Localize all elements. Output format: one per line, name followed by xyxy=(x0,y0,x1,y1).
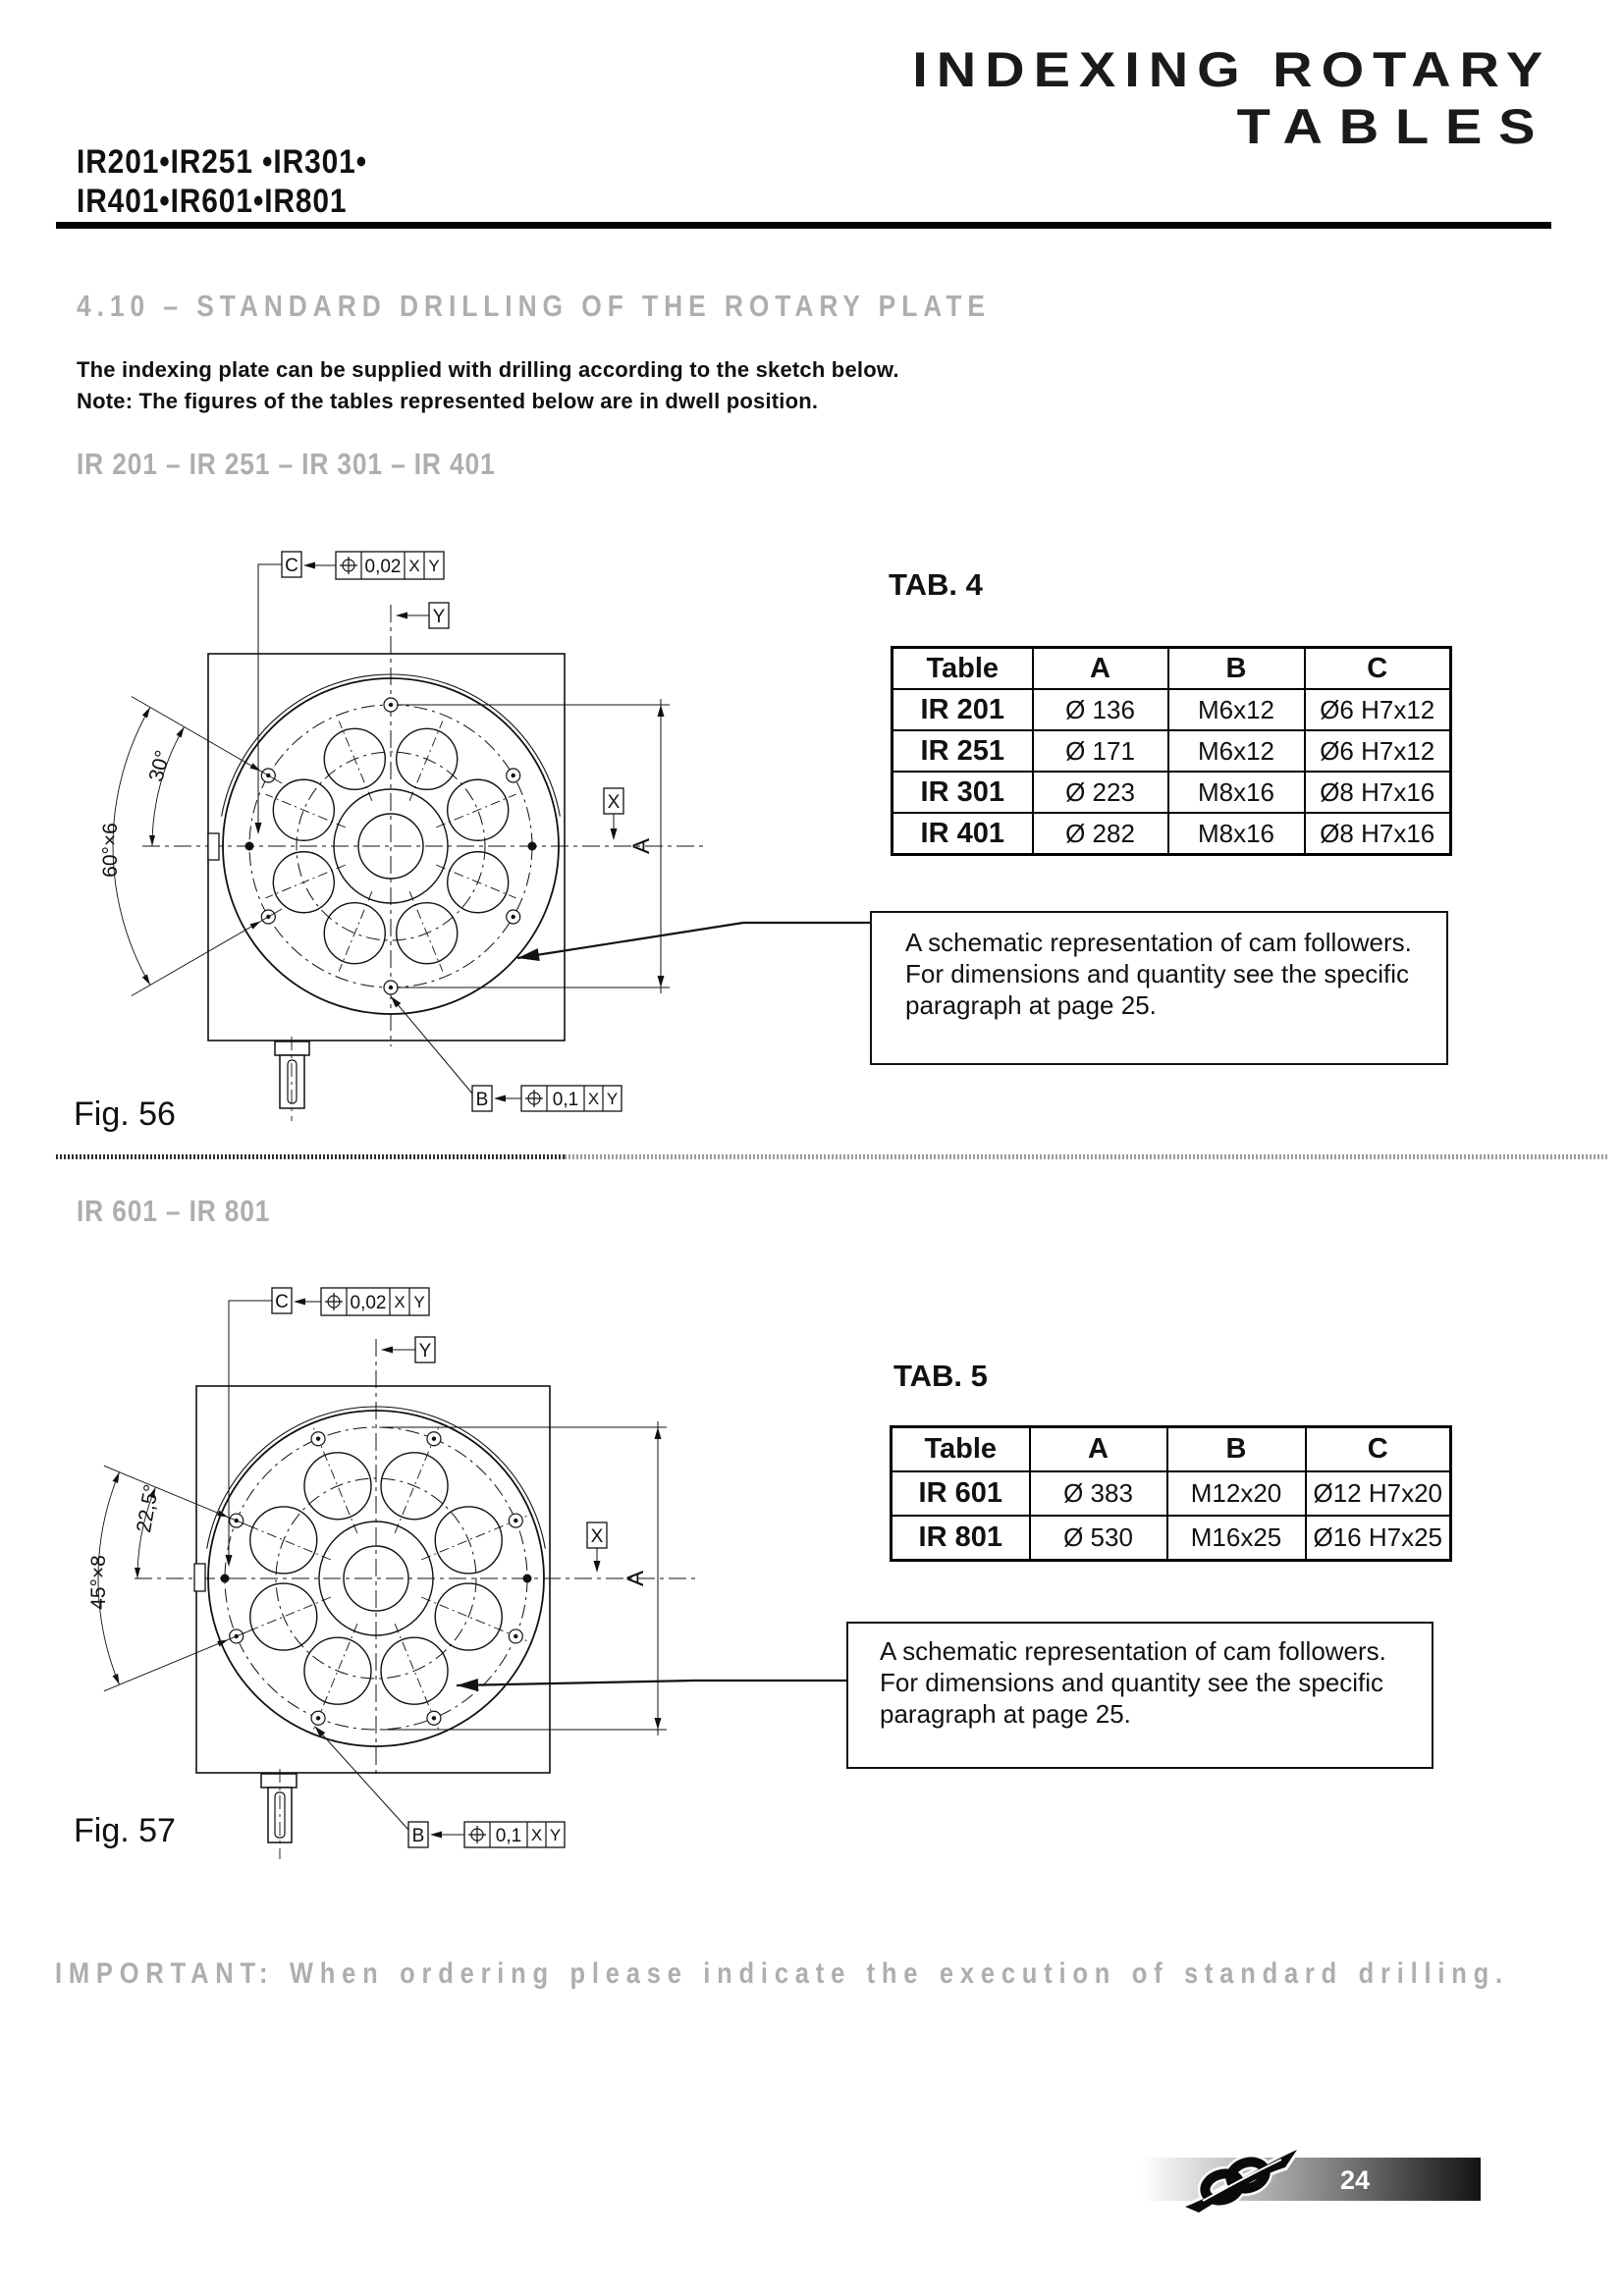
figure57-caption: Fig. 57 xyxy=(74,1812,176,1849)
svg-text:X: X xyxy=(587,1090,600,1108)
svg-text:Y: Y xyxy=(549,1826,562,1844)
svg-text:22,5°: 22,5° xyxy=(132,1482,164,1535)
arrowhead xyxy=(658,705,665,717)
shaft-flange xyxy=(275,1041,309,1055)
svg-text:A: A xyxy=(622,1570,649,1587)
arrowhead xyxy=(249,922,260,930)
body-text-line1: The indexing plate can be supplied with drilling according to the sketch below. xyxy=(77,357,899,382)
brand-logo-knot xyxy=(1183,2146,1301,2222)
table-cell: Ø6 H7x12 xyxy=(1305,730,1451,772)
arrowhead xyxy=(430,1832,442,1839)
table-cell: Ø 171 xyxy=(1033,730,1168,772)
plate-housing-outline xyxy=(196,1386,550,1773)
section-divider-light xyxy=(565,1154,1608,1159)
arrowhead xyxy=(655,1427,662,1439)
arrowhead xyxy=(113,1472,120,1483)
header-models-line1: IR201•IR251 •IR301• xyxy=(77,143,367,181)
table-header-cell: B xyxy=(1167,1427,1306,1472)
svg-text:X: X xyxy=(408,557,420,575)
svg-text:C: C xyxy=(275,1292,289,1312)
table-header-cell: Table xyxy=(893,648,1033,690)
keyway xyxy=(208,833,219,860)
table-cell: Ø8 H7x16 xyxy=(1305,813,1451,855)
svg-text:0,02: 0,02 xyxy=(364,557,402,577)
table-row-header: IR 301 xyxy=(893,772,1033,813)
header-rule xyxy=(56,222,1551,229)
figure56-caption: Fig. 56 xyxy=(74,1095,176,1133)
arrowhead xyxy=(294,1299,305,1306)
svg-text:0,02: 0,02 xyxy=(350,1293,387,1313)
page-title-line1: INDEXING ROTARY xyxy=(912,42,1551,97)
table-cell: Ø6 H7x12 xyxy=(1305,689,1451,730)
arrowhead xyxy=(381,1347,393,1354)
table-cell: Ø16 H7x25 xyxy=(1306,1516,1451,1561)
svg-text:X: X xyxy=(530,1826,543,1844)
arrowhead xyxy=(655,1718,662,1730)
arrowhead xyxy=(149,835,155,846)
spec-table-tab4 xyxy=(891,646,1452,856)
table-cell: Ø12 H7x20 xyxy=(1306,1471,1451,1516)
dowel-point xyxy=(528,842,537,851)
note-box-2 xyxy=(846,1622,1434,1769)
spec-table-tab5 xyxy=(890,1425,1452,1562)
arrowhead xyxy=(658,976,665,988)
arrowhead xyxy=(142,708,150,719)
arrowhead xyxy=(249,763,260,771)
table-row-header: IR 401 xyxy=(893,813,1033,855)
tab4-title: TAB. 4 xyxy=(889,567,983,602)
note-box-1 xyxy=(870,911,1448,1065)
table-cell: Ø 223 xyxy=(1033,772,1168,813)
page-title-line2: TABLES xyxy=(1236,99,1551,154)
figure57-heading: IR 601 – IR 801 xyxy=(77,1194,271,1228)
dowel-point xyxy=(523,1575,532,1583)
dowel-point xyxy=(221,1575,230,1583)
page-number: 24 xyxy=(1339,2165,1371,2195)
arrowhead xyxy=(113,1674,120,1684)
table-cell: Ø 530 xyxy=(1030,1516,1167,1561)
note-line: paragraph at page 25. xyxy=(880,1699,1131,1729)
table-header-cell: A xyxy=(1033,648,1168,690)
svg-text:Y: Y xyxy=(418,1341,432,1362)
table-row-header: IR 801 xyxy=(892,1516,1030,1561)
shaft-body xyxy=(280,1055,304,1108)
arrowhead xyxy=(176,727,184,738)
arrowhead xyxy=(611,828,618,840)
table-cell: M6x12 xyxy=(1168,689,1305,730)
arrowhead xyxy=(457,1679,478,1691)
table-header-cell: B xyxy=(1168,648,1305,690)
table-cell: M12x20 xyxy=(1167,1471,1306,1516)
svg-text:0,1: 0,1 xyxy=(495,1826,522,1846)
svg-text:A: A xyxy=(628,837,655,855)
table-cell: M8x16 xyxy=(1168,772,1305,813)
svg-text:Y: Y xyxy=(413,1293,425,1311)
svg-text:C: C xyxy=(285,556,298,576)
table-header-cell: A xyxy=(1030,1427,1167,1472)
arrowhead xyxy=(396,613,407,619)
note-line: paragraph at page 25. xyxy=(905,990,1157,1020)
table-row-header: IR 601 xyxy=(892,1471,1030,1516)
tab5-title: TAB. 5 xyxy=(893,1359,988,1393)
section-heading: 4.10 – STANDARD DRILLING OF THE ROTARY PLATE xyxy=(77,289,991,323)
note-leader xyxy=(517,923,870,958)
svg-text:X: X xyxy=(607,792,621,813)
figure56-heading: IR 201 – IR 251 – IR 301 – IR 401 xyxy=(77,447,496,481)
header-models-line2: IR401•IR601•IR801 xyxy=(77,183,348,220)
body-text-line2: Note: The figures of the tables represented below are in dwell position. xyxy=(77,389,819,413)
dowel-point xyxy=(245,842,254,851)
shaft-flange xyxy=(261,1774,297,1788)
svg-text:30°: 30° xyxy=(144,747,175,784)
arrowhead xyxy=(391,996,401,1007)
table-cell: Ø8 H7x16 xyxy=(1305,772,1451,813)
svg-text:Y: Y xyxy=(428,557,440,575)
important-note: IMPORTANT: When ordering please indicate the execution of standard drilling. xyxy=(55,1957,1509,1990)
table-cell: M6x12 xyxy=(1168,730,1305,772)
arrowhead xyxy=(226,1555,233,1567)
svg-text:45°×8: 45°×8 xyxy=(87,1555,110,1610)
table-row-header: IR 201 xyxy=(893,689,1033,730)
section-divider-dark xyxy=(56,1154,565,1159)
svg-text:X: X xyxy=(590,1526,604,1547)
arrowhead xyxy=(517,948,540,961)
table-header-cell: C xyxy=(1305,648,1451,690)
svg-text:X: X xyxy=(394,1293,406,1311)
note-leader xyxy=(457,1681,846,1685)
svg-text:B: B xyxy=(411,1826,425,1846)
arrowhead xyxy=(494,1095,506,1102)
keyway xyxy=(194,1564,205,1591)
arrowhead xyxy=(135,1568,140,1578)
note-line: A schematic representation of cam followers. xyxy=(905,928,1412,957)
svg-text:0,1: 0,1 xyxy=(552,1090,579,1110)
table-header-cell: Table xyxy=(892,1427,1030,1472)
arrowhead xyxy=(255,823,262,834)
rotary-plate-drawing-fig56 xyxy=(56,510,871,1129)
arrowhead xyxy=(142,974,150,985)
table-cell: M16x25 xyxy=(1167,1516,1306,1561)
note-line: A schematic representation of cam followers. xyxy=(880,1636,1386,1666)
table-cell: Ø 136 xyxy=(1033,689,1168,730)
table-header-cell: C xyxy=(1306,1427,1451,1472)
table-cell: Ø 383 xyxy=(1030,1471,1167,1516)
arrowhead xyxy=(303,562,315,569)
svg-text:60°×6: 60°×6 xyxy=(99,823,122,878)
table-cell: M8x16 xyxy=(1168,813,1305,855)
arrowhead xyxy=(594,1561,601,1573)
table-row-header: IR 251 xyxy=(893,730,1033,772)
svg-text:Y: Y xyxy=(432,607,446,627)
note-line: For dimensions and quantity see the specific xyxy=(905,959,1410,988)
svg-text:B: B xyxy=(475,1090,489,1110)
svg-text:Y: Y xyxy=(606,1090,619,1108)
rotary-plate-drawing-fig57 xyxy=(56,1247,871,1865)
table-cell: Ø 282 xyxy=(1033,813,1168,855)
note-line: For dimensions and quantity see the specific xyxy=(880,1668,1384,1697)
